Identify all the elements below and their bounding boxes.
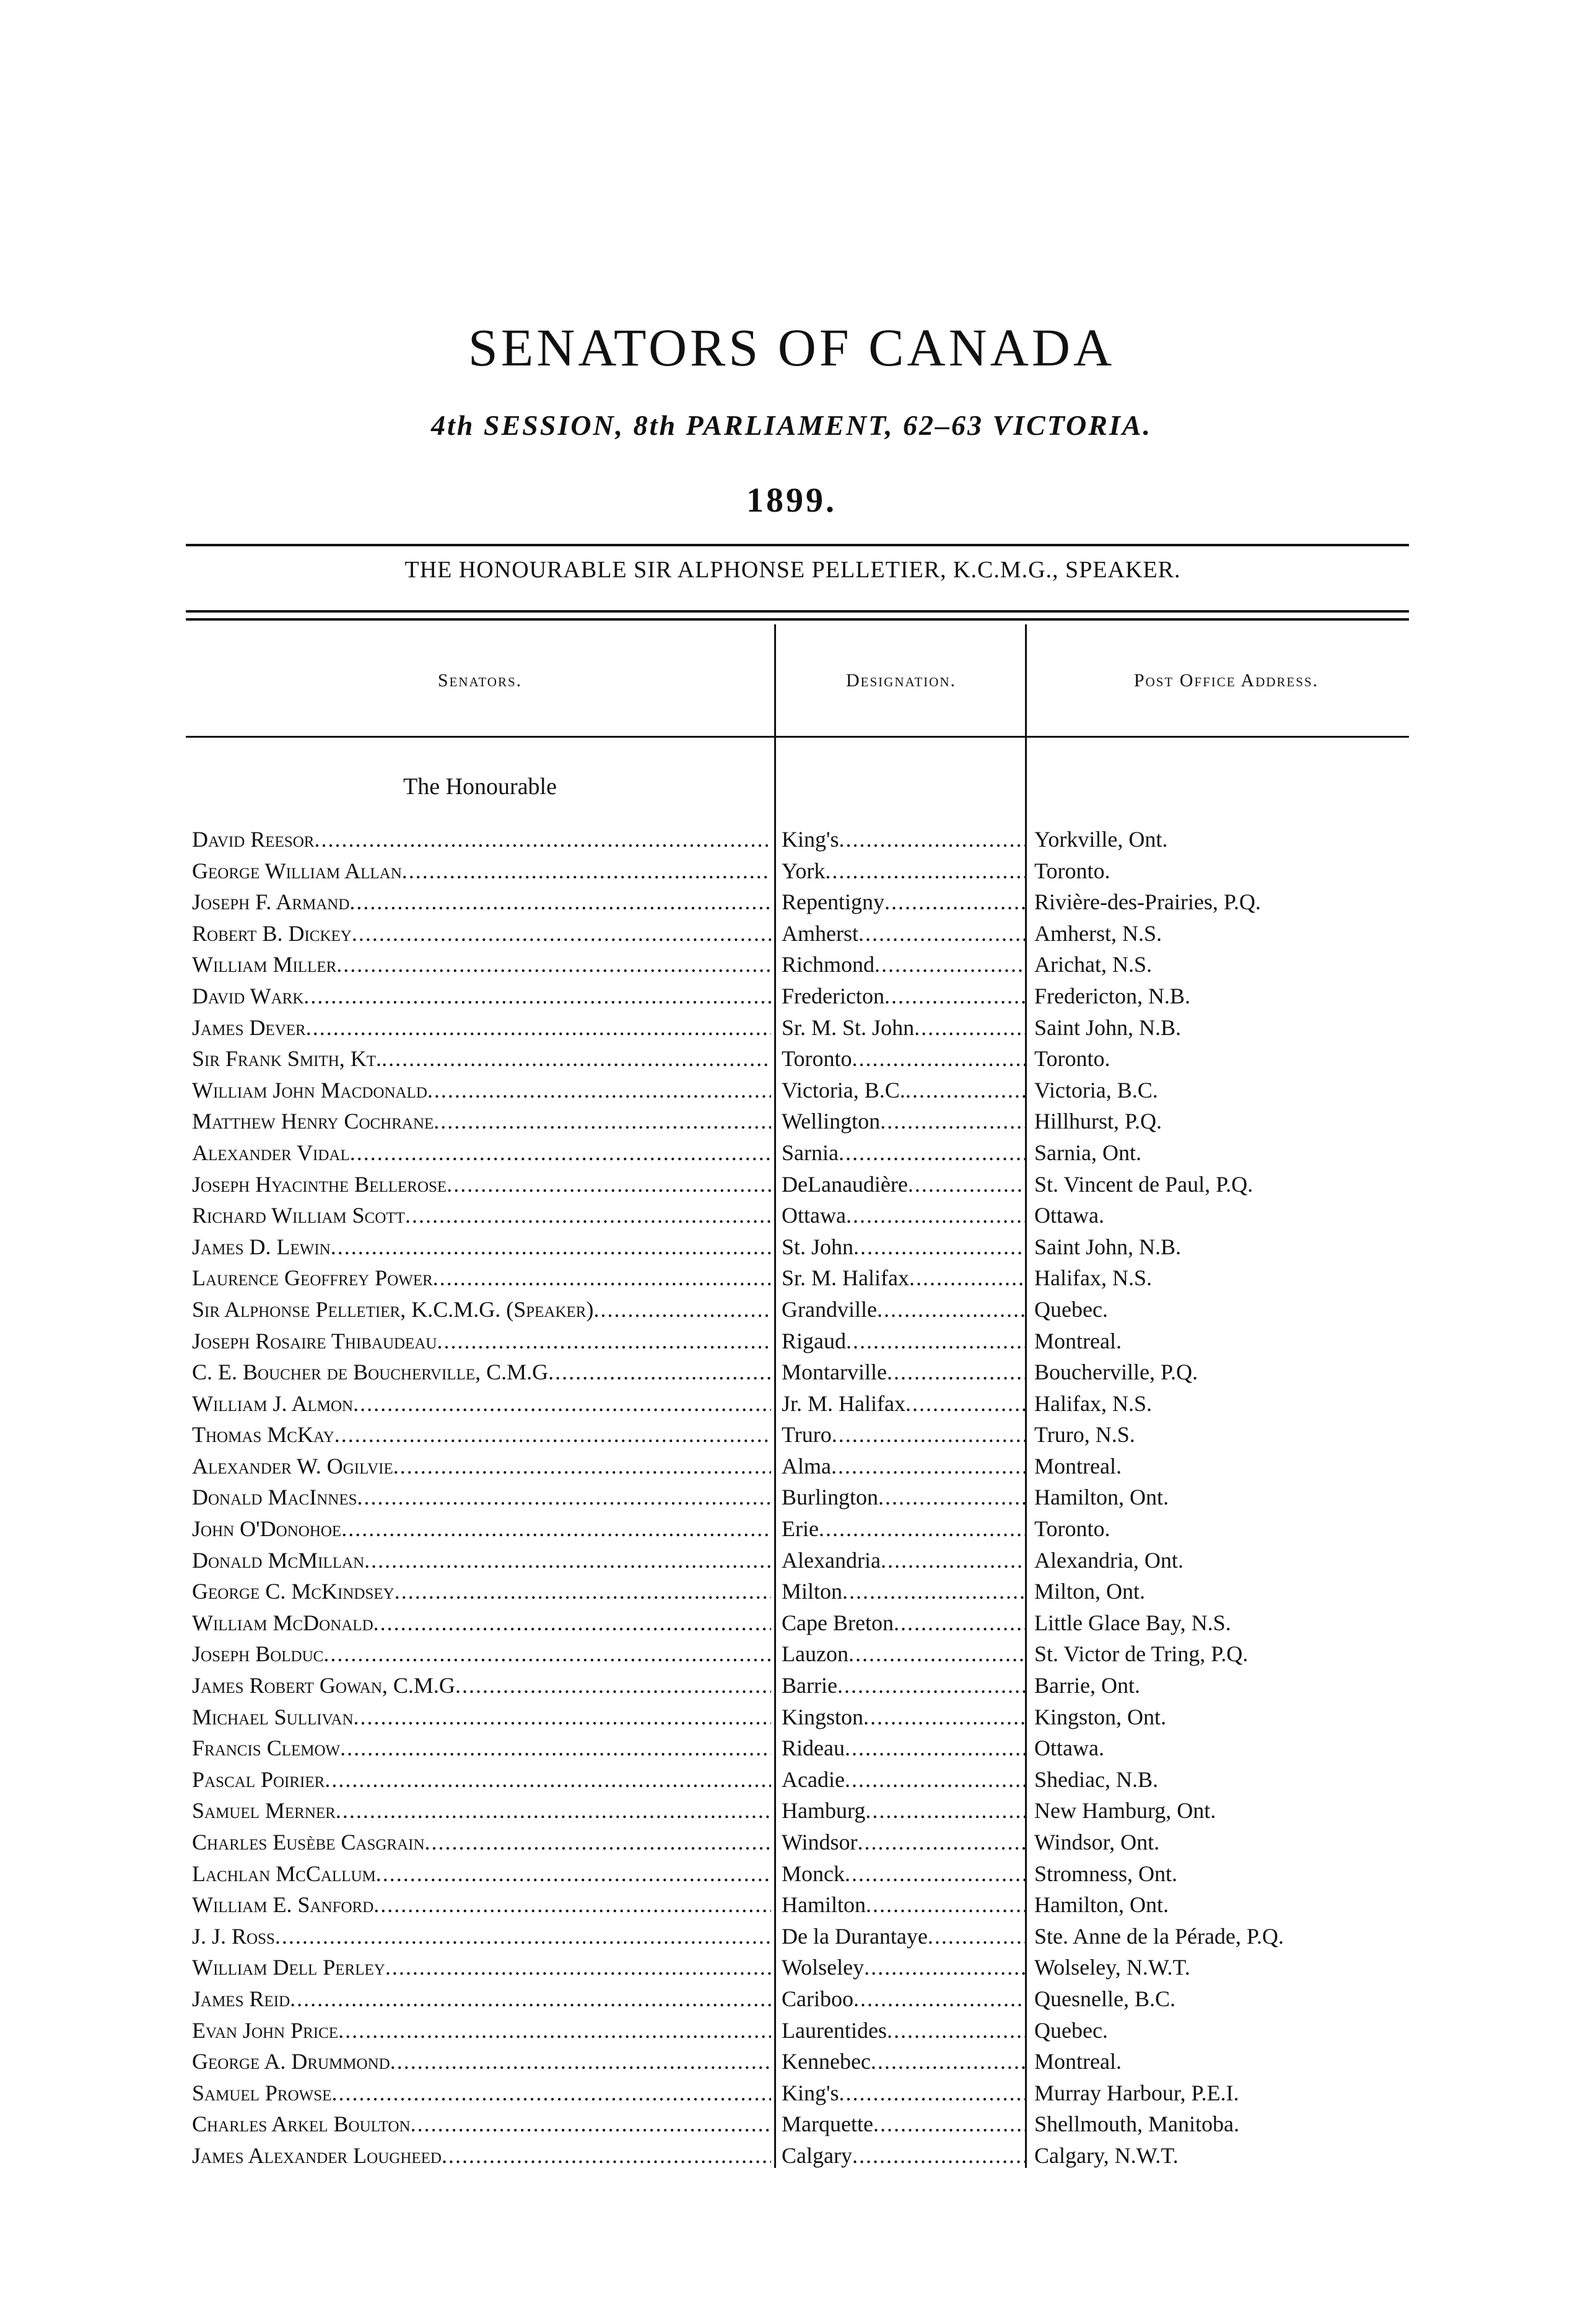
designation: Monck ..... (782, 1858, 1026, 1890)
session-subtitle: 4th SESSION, 8th PARLIAMENT, 62–63 VICTORIA. (431, 409, 1152, 441)
designation: Wolseley ..... (782, 1952, 1026, 1983)
table-row (0, 1702, 1583, 1733)
post-office-address: New Hamburg, Ont. (1034, 1798, 1216, 1824)
dot-leader (831, 1451, 1026, 1482)
designation: Burlington ..... (782, 1482, 1026, 1513)
dot-leader (881, 1545, 1026, 1576)
dot-leader (331, 1231, 771, 1263)
post-office-address: Sarnia, Ont. (1034, 1140, 1141, 1165)
dot-leader (390, 2046, 771, 2077)
dot-leader (852, 1043, 1026, 1075)
speaker-line: THE HONOURABLE SIR ALPHONSE PELLETIER, K.C.M.G., SPEAKER. (404, 557, 1181, 583)
designation: Fredericton ..... (782, 981, 1026, 1012)
table-row (0, 2108, 1583, 2140)
dot-leader (350, 1137, 771, 1169)
table-row (0, 1795, 1583, 1827)
dot-leader (909, 1262, 1026, 1294)
post-office-address: Toronto. (1034, 1516, 1110, 1542)
senator-name: George C. McKindsey ..... (192, 1576, 771, 1607)
designation: Hamilton ..... (782, 1889, 1026, 1921)
senator-name: Samuel Prowse ..... (192, 2077, 771, 2109)
dot-leader (393, 1451, 771, 1482)
designation: Montarville ..... (782, 1356, 1026, 1388)
designation: Truro ..... (782, 1419, 1026, 1451)
table-row (0, 1106, 1583, 1137)
table-row (0, 2077, 1583, 2109)
designation: Erie ..... (782, 1513, 1026, 1545)
senator-name: Joseph Bolduc ..... (192, 1638, 771, 1670)
senator-name: James D. Lewin ..... (192, 1231, 771, 1263)
dot-leader (819, 1513, 1026, 1545)
designation: Grandville ..... (782, 1294, 1026, 1326)
senator-name: William Dell Perley ..... (192, 1952, 771, 1983)
table-row (0, 1231, 1583, 1263)
post-office-address: Wolseley, N.W.T. (1034, 1955, 1190, 1980)
table-row (0, 1326, 1583, 1357)
post-office-address: Montreal. (1034, 2049, 1122, 2074)
table-row (0, 1889, 1583, 1921)
dot-leader (866, 1889, 1026, 1921)
designation: Cariboo ..... (782, 1983, 1026, 2015)
designation: St. John ..... (782, 1231, 1026, 1263)
dot-leader (405, 1200, 771, 1231)
dot-leader (863, 1702, 1026, 1733)
table-row (0, 1262, 1583, 1294)
designation: Wellington ..... (782, 1106, 1026, 1137)
dot-leader (880, 1106, 1026, 1137)
designation: Marquette ..... (782, 2108, 1026, 2140)
table-row (0, 981, 1583, 1012)
dot-leader (839, 2077, 1027, 2109)
table-row (0, 1294, 1583, 1326)
post-office-address: Boucherville, P.Q. (1034, 1360, 1198, 1385)
post-office-address: Toronto. (1034, 1046, 1110, 1072)
designation: Sr. M. Halifax ..... (782, 1262, 1026, 1294)
dot-leader (352, 918, 771, 950)
senator-name: Alexander W. Ogilvie ..... (192, 1451, 771, 1482)
rule-double-1 (186, 610, 1409, 613)
designation: Victoria, B.C. ..... (782, 1075, 1026, 1106)
dot-leader (548, 1356, 771, 1388)
senator-name: George William Allan ..... (192, 855, 771, 887)
senators-list (0, 824, 1583, 2172)
table-row (0, 1012, 1583, 1044)
post-office-address: Amherst, N.S. (1034, 920, 1162, 946)
table-row (0, 1858, 1583, 1890)
post-office-address: Alexandria, Ont. (1034, 1547, 1184, 1573)
designation: Milton ..... (782, 1576, 1026, 1607)
dot-leader (325, 1764, 771, 1796)
honourable-label: The Honourable (403, 774, 557, 800)
dot-leader (878, 1482, 1026, 1513)
table-row (0, 1513, 1583, 1545)
designation: Ottawa ..... (782, 1200, 1026, 1231)
dot-leader (447, 1169, 771, 1200)
dot-leader (593, 1294, 771, 1326)
dot-leader (873, 2108, 1026, 2140)
table-row (0, 1356, 1583, 1388)
post-office-address: Rivière-des-Prairies, P.Q. (1034, 889, 1261, 915)
post-office-address: Arichat, N.S. (1034, 952, 1152, 977)
senator-name: Alexander Vidal ..... (192, 1137, 771, 1169)
dot-leader (905, 1388, 1026, 1420)
senator-name: William McDonald ..... (192, 1607, 771, 1639)
post-office-address: Ottawa. (1034, 1203, 1104, 1228)
post-office-address: Saint John, N.B. (1034, 1234, 1182, 1259)
designation: Barrie ..... (782, 1670, 1026, 1702)
post-office-address: Victoria, B.C. (1034, 1077, 1158, 1103)
dot-leader (853, 1983, 1026, 2015)
table-row (0, 1169, 1583, 1200)
table-row (0, 2140, 1583, 2172)
table-row (0, 1545, 1583, 1576)
table-row (0, 1200, 1583, 1231)
senator-name: J. J. Ross ..... (192, 1921, 771, 1952)
designation: DeLanaudière ..... (782, 1169, 1026, 1200)
table-row (0, 1388, 1583, 1420)
designation: Cape Breton ..... (782, 1607, 1026, 1639)
designation: York ..... (782, 855, 1026, 887)
post-office-address: Murray Harbour, P.E.I. (1034, 2080, 1239, 2105)
dot-leader (314, 824, 771, 855)
designation: Richmond ..... (782, 949, 1026, 981)
senator-name: Francis Clemow ..... (192, 1732, 771, 1764)
designation: Sr. M. St. John ..... (782, 1012, 1026, 1044)
table-row (0, 1482, 1583, 1513)
senator-name: Michael Sullivan ..... (192, 1702, 771, 1733)
post-office-address: Fredericton, N.B. (1034, 983, 1190, 1008)
designation: King's ..... (782, 2077, 1026, 2109)
dot-leader (884, 886, 1026, 918)
dot-leader (871, 2046, 1026, 2077)
table-row (0, 824, 1583, 855)
senator-name: Laurence Geoffrey Power ..... (192, 1262, 771, 1294)
senator-name: David Wark ..... (192, 981, 771, 1012)
designation: De la Durantaye ..... (782, 1921, 1026, 1952)
senator-name: Sir Alphonse Pelletier, K.C.M.G. (Speaker) ..... (192, 1294, 771, 1326)
post-office-address: St. Victor de Tring, P.Q. (1034, 1641, 1249, 1667)
designation: Kennebec ..... (782, 2046, 1026, 2077)
dot-leader (848, 1638, 1026, 1670)
header-rule (186, 736, 1409, 738)
post-office-address: Barrie, Ont. (1034, 1673, 1140, 1698)
post-office-address: Quesnelle, B.C. (1034, 1986, 1175, 2011)
post-office-address: Halifax, N.S. (1034, 1265, 1152, 1291)
dot-leader (914, 1012, 1026, 1044)
dot-leader (334, 1419, 771, 1451)
table-row (0, 855, 1583, 887)
dot-leader (437, 1326, 771, 1357)
designation: Rideau ..... (782, 1732, 1026, 1764)
rule-top (186, 544, 1409, 546)
senator-name: Robert B. Dickey ..... (192, 918, 771, 950)
post-office-address: Montreal. (1034, 1328, 1122, 1353)
table-row (0, 1670, 1583, 1702)
senator-name: James Robert Gowan, C.M.G ..... (192, 1670, 771, 1702)
dot-leader (411, 2108, 771, 2140)
post-office-address: Hamilton, Ont. (1034, 1485, 1169, 1510)
dot-leader (864, 1952, 1026, 1983)
table-row (0, 1576, 1583, 1607)
column-header-address: Post Office Address. (1133, 670, 1319, 691)
senator-name: Joseph Hyacinthe Bellerose ..... (192, 1169, 771, 1200)
senator-name: William John Macdonald ..... (192, 1075, 771, 1106)
dot-leader (349, 886, 771, 918)
dot-leader (425, 1827, 771, 1858)
dot-leader (887, 1356, 1026, 1388)
table-row (0, 1451, 1583, 1482)
dot-leader (846, 1326, 1026, 1357)
dot-leader (364, 1545, 771, 1576)
senator-name: John O'Donohoe ..... (192, 1513, 771, 1545)
table-row (0, 1638, 1583, 1670)
dot-leader (455, 1670, 771, 1702)
senator-name: Pascal Poirier ..... (192, 1764, 771, 1796)
post-office-address: Hillhurst, P.Q. (1034, 1109, 1162, 1134)
dot-leader (858, 1827, 1026, 1858)
senator-name: Lachlan McCallum ..... (192, 1858, 771, 1890)
senator-name: Samuel Merner ..... (192, 1795, 771, 1827)
post-office-address: Quebec. (1034, 2017, 1108, 2043)
designation: Toronto ..... (782, 1043, 1026, 1075)
post-office-address: Hamilton, Ont. (1034, 1892, 1169, 1918)
post-office-address: Calgary, N.W.T. (1034, 2143, 1179, 2168)
dot-leader (323, 1638, 771, 1670)
dot-leader (865, 1795, 1026, 1827)
page-title: SENATORS OF CANADA (468, 318, 1115, 377)
post-office-address: Truro, N.S. (1034, 1422, 1135, 1448)
table-row (0, 949, 1583, 981)
senator-name: Joseph Rosaire Thibaudeau ..... (192, 1326, 771, 1357)
table-row (0, 1732, 1583, 1764)
dot-leader (402, 855, 771, 887)
dot-leader (341, 1513, 771, 1545)
senator-name: James Reid ..... (192, 1983, 771, 2015)
dot-leader (442, 2140, 771, 2172)
table-row (0, 1764, 1583, 1796)
rule-double-2 (186, 618, 1409, 621)
designation: Amherst ..... (782, 918, 1026, 950)
post-office-address: St. Vincent de Paul, P.Q. (1034, 1171, 1254, 1197)
table-row (0, 2046, 1583, 2077)
table-row (0, 1827, 1583, 1858)
post-office-address: Shediac, N.B. (1034, 1767, 1158, 1792)
designation: Rigaud ..... (782, 1326, 1026, 1357)
table-row (0, 1043, 1583, 1075)
senator-name: James Alexander Lougheed ..... (192, 2140, 771, 2172)
senator-name: Donald McMillan ..... (192, 1545, 771, 1576)
dot-leader (275, 1921, 771, 1952)
dot-leader (858, 918, 1026, 950)
designation: Lauzon ..... (782, 1638, 1026, 1670)
dot-leader (357, 1482, 772, 1513)
designation: Alexandria ..... (782, 1545, 1026, 1576)
senator-name: William J. Almon ..... (192, 1388, 771, 1420)
dot-leader (290, 1983, 771, 2015)
dot-leader (434, 1106, 771, 1137)
dot-leader (874, 949, 1026, 981)
dot-leader (887, 2015, 1026, 2047)
dot-leader (845, 1764, 1026, 1796)
senator-name: Charles Eusèbe Casgrain ..... (192, 1827, 771, 1858)
senator-name: Donald MacInnes ..... (192, 1482, 771, 1513)
table-row (0, 918, 1583, 950)
table-row (0, 2015, 1583, 2047)
post-office-address: Kingston, Ont. (1034, 1704, 1167, 1729)
senator-name: George A. Drummond ..... (192, 2046, 771, 2077)
dot-leader (336, 949, 771, 981)
dot-leader (376, 1858, 771, 1890)
designation: Kingston ..... (782, 1702, 1026, 1733)
column-header-senators: Senators. (437, 670, 523, 691)
dot-leader (853, 1231, 1026, 1263)
dot-leader (303, 981, 771, 1012)
table-row (0, 1983, 1583, 2015)
dot-leader (427, 1075, 771, 1106)
dot-leader (338, 2015, 771, 2047)
designation: Windsor ..... (782, 1827, 1026, 1858)
table-row (0, 886, 1583, 918)
dot-leader (908, 1169, 1026, 1200)
senator-name: Thomas McKay ..... (192, 1419, 771, 1451)
senator-name: William E. Sanford ..... (192, 1889, 771, 1921)
designation: Jr. M. Halifax ..... (782, 1388, 1026, 1420)
dot-leader (839, 824, 1027, 855)
dot-leader (825, 855, 1026, 887)
senator-name: Evan John Price ..... (192, 2015, 771, 2047)
dot-leader (306, 1012, 771, 1044)
senator-name: Richard William Scott ..... (192, 1200, 771, 1231)
senator-name: William Miller ..... (192, 949, 771, 981)
table-row (0, 1607, 1583, 1639)
table-row (0, 1921, 1583, 1952)
dot-leader (928, 1921, 1026, 1952)
dot-leader (846, 1200, 1026, 1231)
post-office-address: Little Glace Bay, N.S. (1034, 1610, 1231, 1635)
post-office-address: Halifax, N.S. (1034, 1391, 1152, 1416)
dot-leader (884, 981, 1026, 1012)
designation: Hamburg ..... (782, 1795, 1026, 1827)
dot-leader (837, 1670, 1026, 1702)
post-office-address: Saint John, N.B. (1034, 1015, 1182, 1040)
dot-leader (433, 1262, 771, 1294)
dot-leader (353, 1388, 771, 1420)
dot-leader (336, 1795, 771, 1827)
designation: Sarnia ..... (782, 1137, 1026, 1169)
table-row (0, 1075, 1583, 1106)
designation: Repentigny ..... (782, 886, 1026, 918)
post-office-address: Milton, Ont. (1034, 1579, 1146, 1604)
year-label: 1899. (746, 481, 837, 520)
dot-leader (877, 1294, 1026, 1326)
senator-name: Sir Frank Smith, Kt. ..... (192, 1043, 771, 1075)
dot-leader (340, 1732, 771, 1764)
designation: Laurentides ..... (782, 2015, 1026, 2047)
senator-name: Charles Arkel Boulton ..... (192, 2108, 771, 2140)
dot-leader (845, 1858, 1026, 1890)
post-office-address: Stromness, Ont. (1034, 1861, 1178, 1886)
post-office-address: Ste. Anne de la Pérade, P.Q. (1034, 1923, 1284, 1949)
dot-leader (331, 2077, 771, 2109)
table-row (0, 1137, 1583, 1169)
dot-leader (373, 1889, 771, 1921)
dot-leader (894, 1607, 1026, 1639)
post-office-address: Quebec. (1034, 1296, 1108, 1322)
post-office-address: Windsor, Ont. (1034, 1830, 1160, 1854)
dot-leader (395, 1576, 771, 1607)
designation: Acadie ..... (782, 1764, 1026, 1796)
table-row (0, 1419, 1583, 1451)
post-office-address: Yorkville, Ont. (1034, 827, 1168, 852)
designation: Calgary ..... (782, 2140, 1026, 2172)
senator-name: Joseph F. Armand ..... (192, 886, 771, 918)
post-office-address: Montreal. (1034, 1453, 1122, 1479)
column-header-designation: Designation. (846, 670, 956, 691)
designation: Alma ..... (782, 1451, 1026, 1482)
dot-leader (382, 1043, 771, 1075)
dot-leader (839, 1137, 1026, 1169)
dot-leader (373, 1607, 771, 1639)
dot-leader (354, 1702, 771, 1733)
senator-name: C. E. Boucher de Boucherville, C.M.G ..... (192, 1356, 771, 1388)
post-office-address: Ottawa. (1034, 1736, 1104, 1761)
post-office-address: Shellmouth, Manitoba. (1034, 2112, 1239, 2137)
post-office-address: Toronto. (1034, 858, 1110, 883)
dot-leader (845, 1732, 1026, 1764)
senator-name: David Reesor ..... (192, 824, 771, 855)
dot-leader (832, 1419, 1026, 1451)
dot-leader (385, 1952, 771, 1983)
dot-leader (842, 1576, 1026, 1607)
table-row (0, 1952, 1583, 1983)
senator-name: James Dever ..... (192, 1012, 771, 1044)
dot-leader (905, 1075, 1026, 1106)
designation: King's ..... (782, 824, 1026, 855)
senator-name: Matthew Henry Cochrane ..... (192, 1106, 771, 1137)
dot-leader (852, 2140, 1026, 2172)
